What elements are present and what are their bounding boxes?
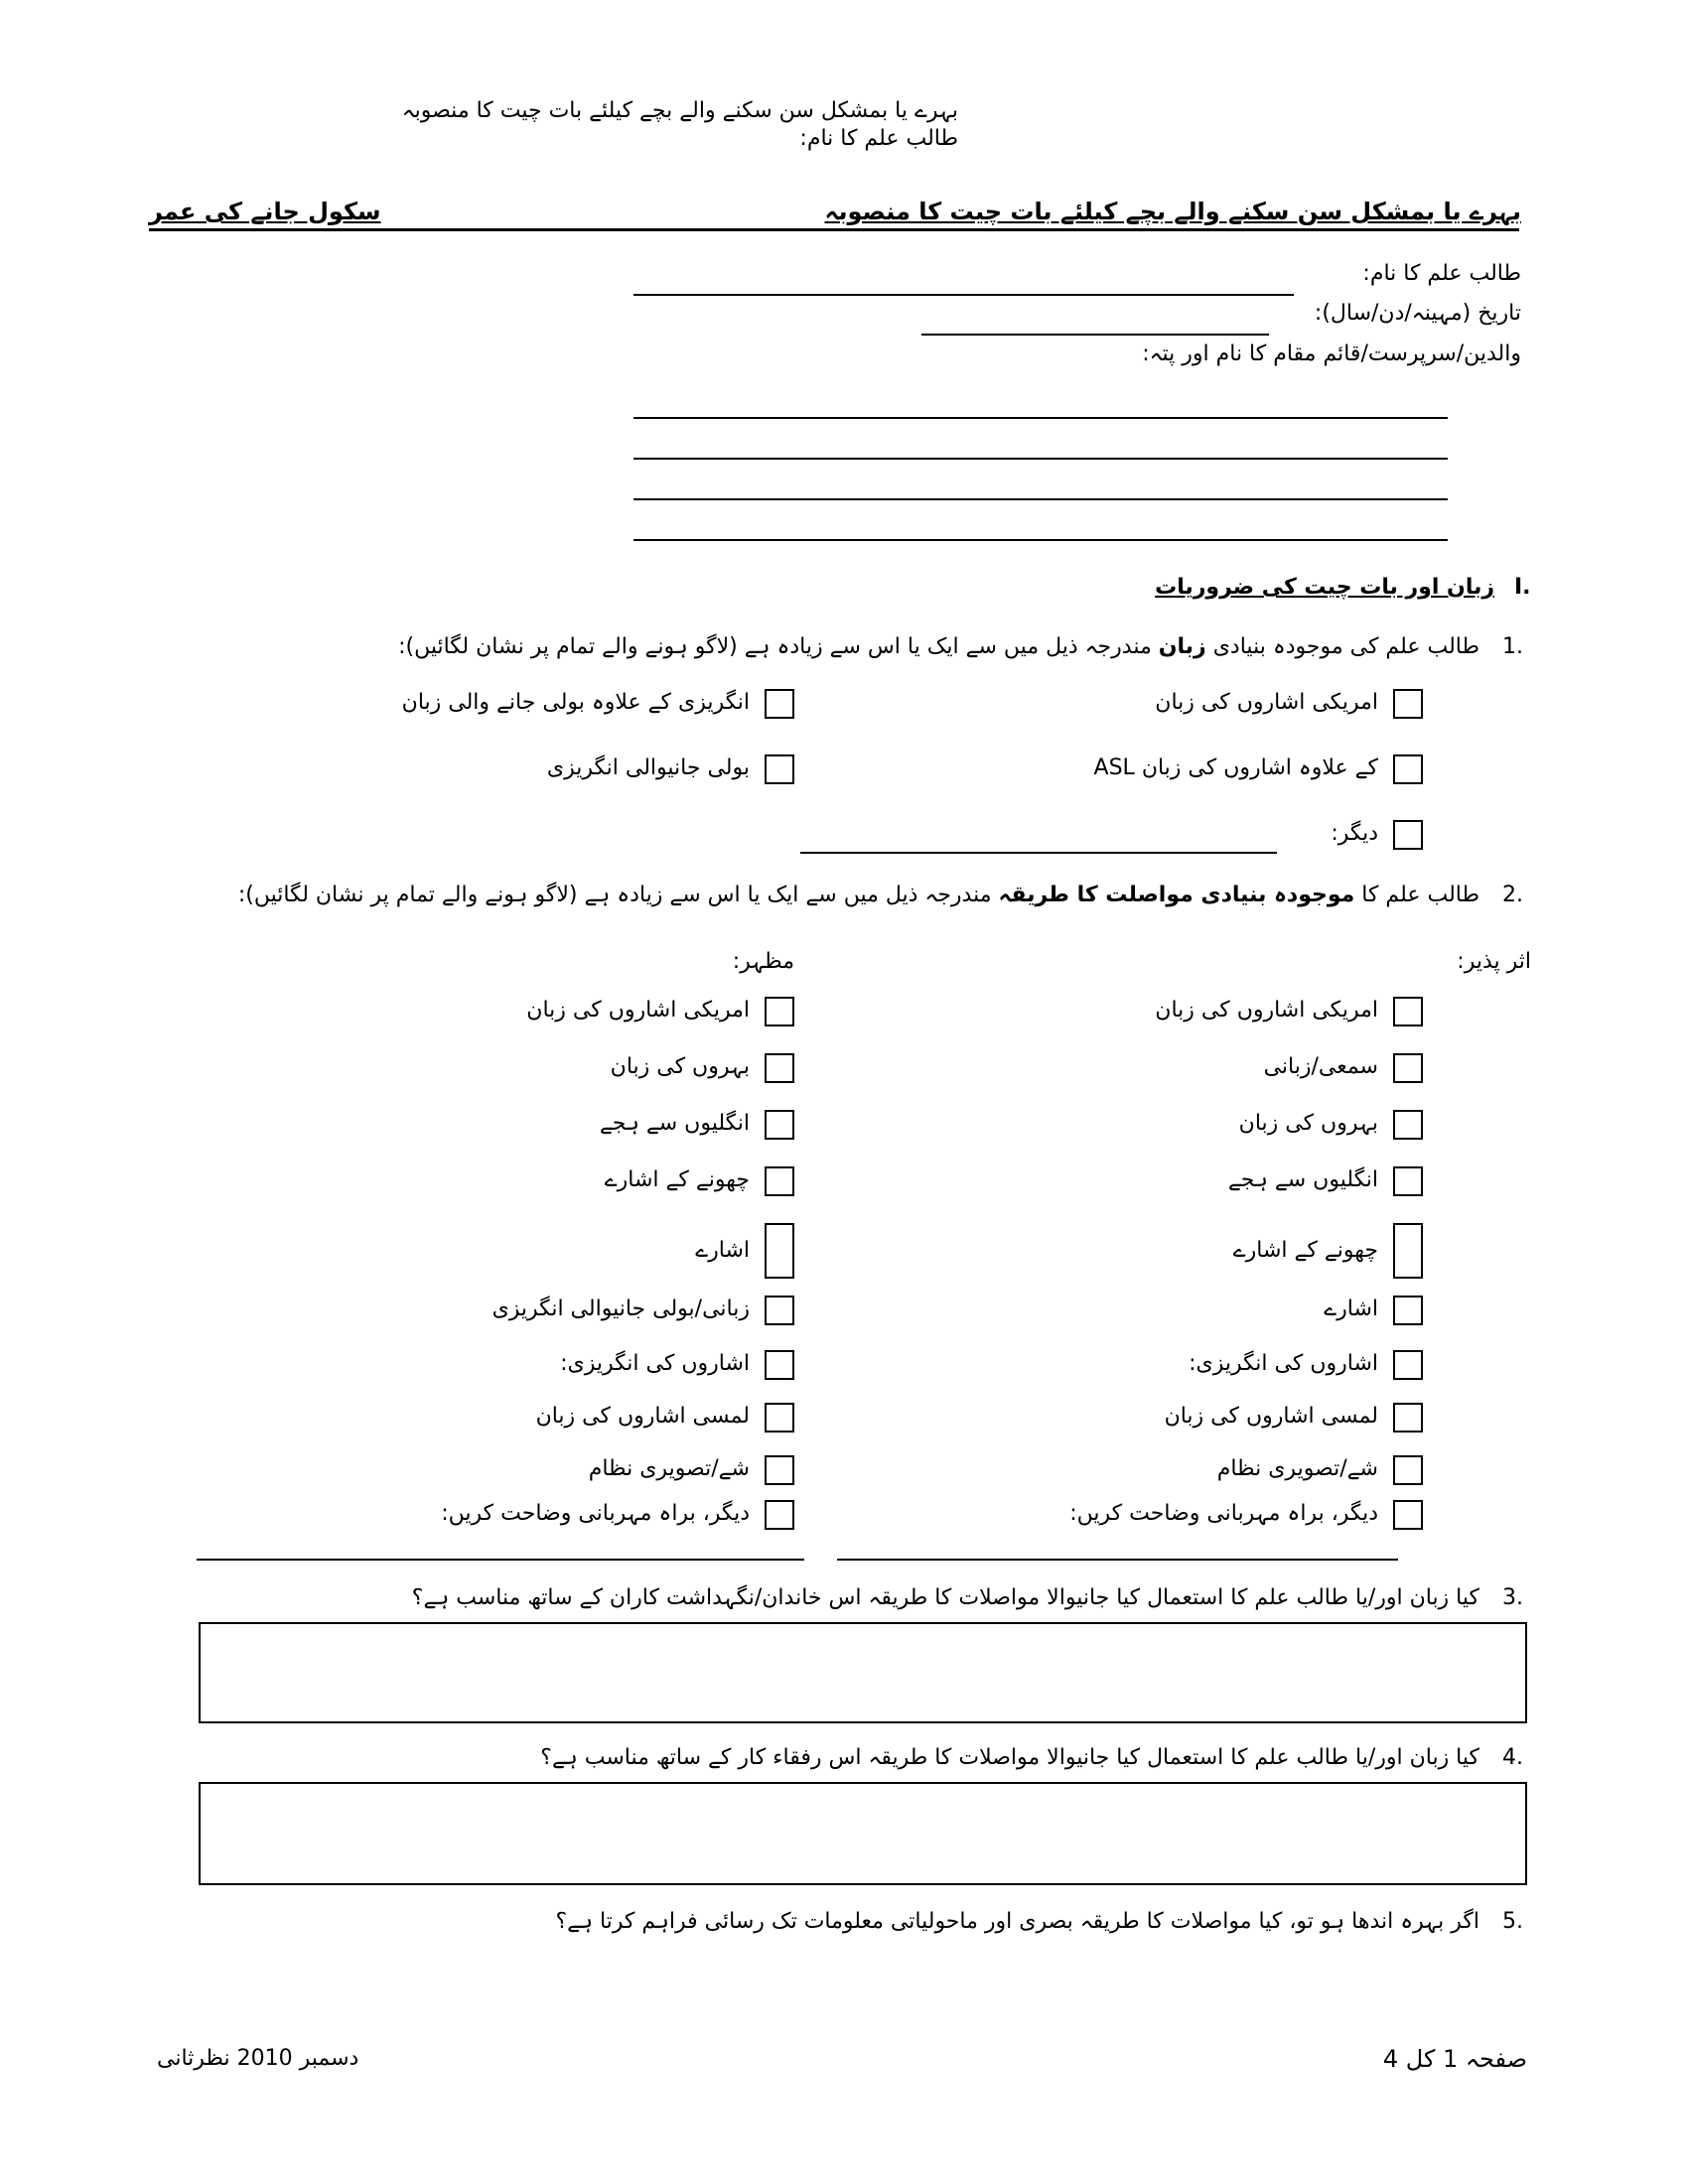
q1-other-checkbox[interactable] bbox=[1393, 820, 1423, 850]
expressive-label: لمسی اشاروں کی زبان bbox=[535, 1404, 750, 1429]
page-number: صفحہ 1 کل 4 bbox=[1382, 2045, 1527, 2073]
q5-text: اگر بہرہ اندھا ہو تو، کیا مواصلات کا طریقہ بصری اور ماحولیاتی معلومات تک رسائی فراہم کرتا ہے؟ bbox=[555, 1909, 1479, 1934]
age-label: سکول جانے کی عمر bbox=[149, 198, 381, 225]
receptive-label: امریکی اشاروں کی زبان bbox=[1155, 998, 1378, 1023]
address-line-1[interactable] bbox=[633, 417, 1448, 419]
student-name-field[interactable] bbox=[633, 294, 1294, 296]
expressive-other-field[interactable] bbox=[197, 1559, 804, 1561]
student-name-label: طالب علم کا نام: bbox=[1362, 261, 1521, 286]
expressive-label: دیگر، براہ مہربانی وضاحت کریں: bbox=[441, 1501, 750, 1526]
receptive-checkbox[interactable] bbox=[1393, 997, 1423, 1026]
q2-text: طالب علم کا موجودہ بنیادی مواصلت کا طریقہ مندرجہ ذیل میں سے ایک یا اس سے زیادہ ہے (لاگو ہونے والے تمام پر نشان لگائیں): bbox=[237, 883, 1479, 907]
expressive-checkbox[interactable] bbox=[765, 1110, 794, 1140]
receptive-label: سمعی/زبانی bbox=[1263, 1054, 1378, 1079]
q4-answer-box[interactable] bbox=[199, 1782, 1527, 1885]
expressive-label: امریکی اشاروں کی زبان bbox=[526, 998, 750, 1023]
q1-spoken-english-checkbox[interactable] bbox=[765, 754, 794, 784]
q3-number: 3. bbox=[1502, 1585, 1523, 1610]
receptive-checkbox[interactable] bbox=[1393, 1223, 1423, 1279]
q1-non-english-label: انگریزی کے علاوہ بولی جانے والی زبان bbox=[401, 690, 750, 715]
expressive-checkbox[interactable] bbox=[765, 997, 794, 1026]
q1-other-label: دیگر: bbox=[1331, 821, 1378, 846]
date-field[interactable] bbox=[921, 334, 1269, 336]
expressive-checkbox[interactable] bbox=[765, 1350, 794, 1380]
expressive-label: چھونے کے اشارے bbox=[604, 1167, 750, 1192]
receptive-checkbox[interactable] bbox=[1393, 1110, 1423, 1140]
receptive-label: اشاروں کی انگریزی: bbox=[1189, 1351, 1378, 1376]
expressive-label: شے/تصویری نظام bbox=[588, 1456, 750, 1481]
header-line-2: طالب علم کا نام: bbox=[799, 126, 958, 151]
q5-number: 5. bbox=[1502, 1909, 1523, 1934]
address-line-3[interactable] bbox=[633, 498, 1448, 500]
revision-date: دسمبر 2010 نظرثانی bbox=[157, 2046, 359, 2071]
receptive-label: لمسی اشاروں کی زبان bbox=[1164, 1404, 1378, 1429]
receptive-label: انگلیوں سے ہجے bbox=[1227, 1167, 1378, 1192]
expressive-checkbox[interactable] bbox=[765, 1223, 794, 1279]
expressive-checkbox[interactable] bbox=[765, 1296, 794, 1325]
receptive-checkbox[interactable] bbox=[1393, 1166, 1423, 1196]
receptive-checkbox[interactable] bbox=[1393, 1053, 1423, 1083]
expressive-heading: مظہر: bbox=[732, 949, 794, 974]
title-rule bbox=[149, 228, 1519, 231]
receptive-label: دیگر، براہ مہربانی وضاحت کریں: bbox=[1069, 1501, 1378, 1526]
q4-number: 4. bbox=[1502, 1745, 1523, 1770]
receptive-checkbox[interactable] bbox=[1393, 1350, 1423, 1380]
receptive-label: شے/تصویری نظام bbox=[1216, 1456, 1378, 1481]
q2-number: 2. bbox=[1502, 883, 1523, 907]
expressive-label: اشارے bbox=[695, 1238, 750, 1263]
expressive-checkbox[interactable] bbox=[765, 1053, 794, 1083]
receptive-checkbox[interactable] bbox=[1393, 1455, 1423, 1485]
receptive-label: چھونے کے اشارے bbox=[1232, 1238, 1378, 1263]
receptive-checkbox[interactable] bbox=[1393, 1403, 1423, 1433]
parent-label: والدین/سرپرست/قائم مقام کا نام اور پتہ: bbox=[1142, 341, 1521, 366]
form-title: بہرے یا بمشکل سن سکنے والے بچے کیلئے بات چیت کا منصوبہ bbox=[824, 198, 1521, 225]
expressive-checkbox[interactable] bbox=[765, 1500, 794, 1530]
expressive-label: اشاروں کی انگریزی: bbox=[560, 1351, 750, 1376]
receptive-label: اشارے bbox=[1324, 1297, 1378, 1321]
expressive-label: بہروں کی زبان bbox=[610, 1054, 750, 1079]
q1-other-sign-checkbox[interactable] bbox=[1393, 754, 1423, 784]
header-line-1: بہرے یا بمشکل سن سکنے والے بچے کیلئے بات چیت کا منصوبہ bbox=[401, 98, 958, 123]
receptive-checkbox[interactable] bbox=[1393, 1500, 1423, 1530]
expressive-label: زبانی/بولی جانیوالی انگریزی bbox=[492, 1297, 750, 1321]
q1-other-field[interactable] bbox=[800, 852, 1277, 854]
address-line-2[interactable] bbox=[633, 458, 1448, 460]
q1-asl-checkbox[interactable] bbox=[1393, 689, 1423, 719]
receptive-checkbox[interactable] bbox=[1393, 1296, 1423, 1325]
q1-asl-label: امریکی اشاروں کی زبان bbox=[1155, 690, 1378, 715]
receptive-heading: اثر پذیر: bbox=[1457, 949, 1531, 974]
q1-spoken-english-label: بولی جانیوالی انگریزی bbox=[546, 755, 750, 780]
section-title: زبان اور بات چیت کی ضروریات bbox=[1155, 575, 1494, 600]
receptive-other-field[interactable] bbox=[837, 1559, 1398, 1561]
q1-non-english-checkbox[interactable] bbox=[765, 689, 794, 719]
expressive-checkbox[interactable] bbox=[765, 1455, 794, 1485]
expressive-checkbox[interactable] bbox=[765, 1403, 794, 1433]
q3-answer-box[interactable] bbox=[199, 1622, 1527, 1723]
expressive-checkbox[interactable] bbox=[765, 1166, 794, 1196]
q3-text: کیا زبان اور/یا طالب علم کا استعمال کیا جانیوالا مواصلات کا طریقہ اس خاندان/نگہداشت کاران کے ساتھ مناسب ہے؟ bbox=[411, 1585, 1479, 1610]
receptive-label: بہروں کی زبان bbox=[1238, 1111, 1378, 1136]
q1-number: 1. bbox=[1502, 634, 1523, 659]
address-line-4[interactable] bbox=[633, 539, 1448, 541]
q1-other-sign-label: ASL کے علاوہ اشاروں کی زبان bbox=[1093, 755, 1378, 780]
date-label: تاریخ (مہینہ/دن/سال): bbox=[1314, 301, 1521, 326]
section-number: I. bbox=[1514, 575, 1531, 600]
q1-text: طالب علم کی موجودہ بنیادی زبان مندرجہ ذیل میں سے ایک یا اس سے زیادہ ہے (لاگو ہونے والے تمام پر نشان لگائیں): bbox=[398, 634, 1479, 659]
q4-text: کیا زبان اور/یا طالب علم کا استعمال کیا جانیوالا مواصلات کا طریقہ اس رفقاء کار کے ساتھ مناسب ہے؟ bbox=[540, 1745, 1479, 1770]
expressive-label: انگلیوں سے ہجے bbox=[599, 1111, 750, 1136]
